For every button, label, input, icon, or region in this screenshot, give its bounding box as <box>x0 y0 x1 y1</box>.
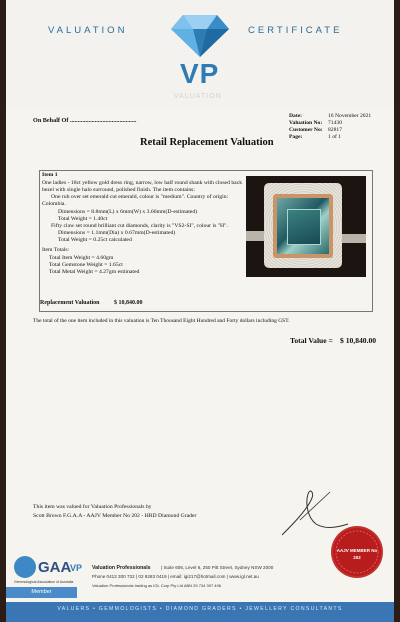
emerald-table-facet <box>287 209 321 245</box>
item-line: Total Weight = 1.40ct <box>58 216 108 222</box>
ring-shank-left <box>246 231 266 241</box>
item-line: Item Totals: <box>42 247 70 253</box>
company-phone: Phone 0412 300 732 | 02 9283 0419 | email: igi217@hotmail.com | www.igl.net.au <box>92 574 259 579</box>
meta-value-date: 16 November 2021 <box>328 113 372 119</box>
valuer-line-1: This item was valued for Valuation Professionals by <box>33 504 152 510</box>
seal-line-2: 202 <box>353 555 361 560</box>
footer-strip: VALUERS • GEMMOLOGISTS • DIAMOND GRADERS • JEWELLERY CONSULTANTS <box>6 602 394 622</box>
meta-value-page: 1 of 1 <box>328 134 342 140</box>
item-line: One rub over set emerald cut emerald, colour is "medium". Country of origin: <box>51 194 229 200</box>
total-label: Total Value = <box>290 336 333 345</box>
gaa-globe-icon <box>14 556 36 578</box>
item-line: Total Gemstone Weight = 1.65ct <box>49 262 123 268</box>
ring-shank-right <box>341 234 366 243</box>
certificate-page <box>6 0 394 622</box>
company-address: | Suite 606, Level 6, 250 Pitt Street, Sydney NSW 2000 <box>161 565 274 570</box>
company-trading: Valuation Professionals trading as IGL Corp Pty Ltd ABN 25 734 397 496 <box>92 583 221 588</box>
meta-key-valuation-no: Valuation No: <box>289 120 323 126</box>
vp-logo-text: VP <box>180 58 220 89</box>
ring-photo <box>246 176 366 277</box>
meta-key-customer-no: Customer No: <box>289 127 323 133</box>
item-heading: Item 1 <box>42 172 58 178</box>
on-behalf-of: On Behalf Of ........................................... <box>33 117 137 124</box>
item-line: bezel with single halo surround, polished finish. The item contains: <box>42 187 195 193</box>
gaa-subtitle: Gemmological Association of Australia <box>14 580 74 584</box>
item-line: Total Weight = 0.25ct calculated <box>58 237 132 243</box>
aajv-seal <box>333 528 381 576</box>
meta-key-date: Date: <box>289 113 303 119</box>
item-line: Colombia. <box>42 201 66 207</box>
logo-header <box>6 0 394 108</box>
total-value: $ 10,840.00 <box>340 336 377 345</box>
company-name: Valuation Professionals <box>92 565 151 571</box>
member-badge: Member <box>6 587 77 598</box>
item-line: One ladies - 18ct yellow gold dress ring, narrow, low half round shank with closed back <box>42 180 243 186</box>
brand-left-text: VALUATION <box>48 25 128 36</box>
brand-right-text: CERTIFICATE <box>248 25 343 36</box>
watermark-text: VALUATION <box>174 93 222 100</box>
meta-key-page: Page: <box>289 134 303 140</box>
page-title: Retail Replacement Valuation <box>140 137 274 148</box>
item-line: Total Item Weight = 4.60gm <box>49 255 114 261</box>
item-line: Dimensions = 1.1mm(Dia) x 0.67mm(D-estimated) <box>58 230 176 236</box>
item-line: Total Metal Weight = 4.27gm estimated <box>49 269 140 275</box>
replacement-label: Replacement Valuation <box>40 300 100 306</box>
summary-sentence: The total of the one item included in this valuation is Ten Thousand Eight Hundred and Forty dollars including GST. <box>33 318 290 324</box>
meta-value-valuation-no: 71430 <box>328 120 342 126</box>
seal-line-1: AAJV MEMBER No <box>336 548 378 553</box>
gaa-logo-text: GAA <box>38 559 72 576</box>
item-line: Dimensions = 8.8mm(L) x 6mm(W) x 3.66mm(D-estimated) <box>58 209 198 215</box>
valuer-line-2: Scott Brown F.G.A.A - AAJV Member No 202 - HRD Diamond Grader <box>33 513 197 519</box>
replacement-value: $ 10,840.00 <box>114 300 143 306</box>
diamond-logo-icon <box>169 13 231 59</box>
meta-value-customer-no: 82817 <box>328 127 342 133</box>
item-line: Fifty claw set round brilliant cut diamonds, clarity is "VS2-SI", colour is "H". <box>51 223 228 229</box>
vp-footer-logo: VP <box>70 563 83 573</box>
